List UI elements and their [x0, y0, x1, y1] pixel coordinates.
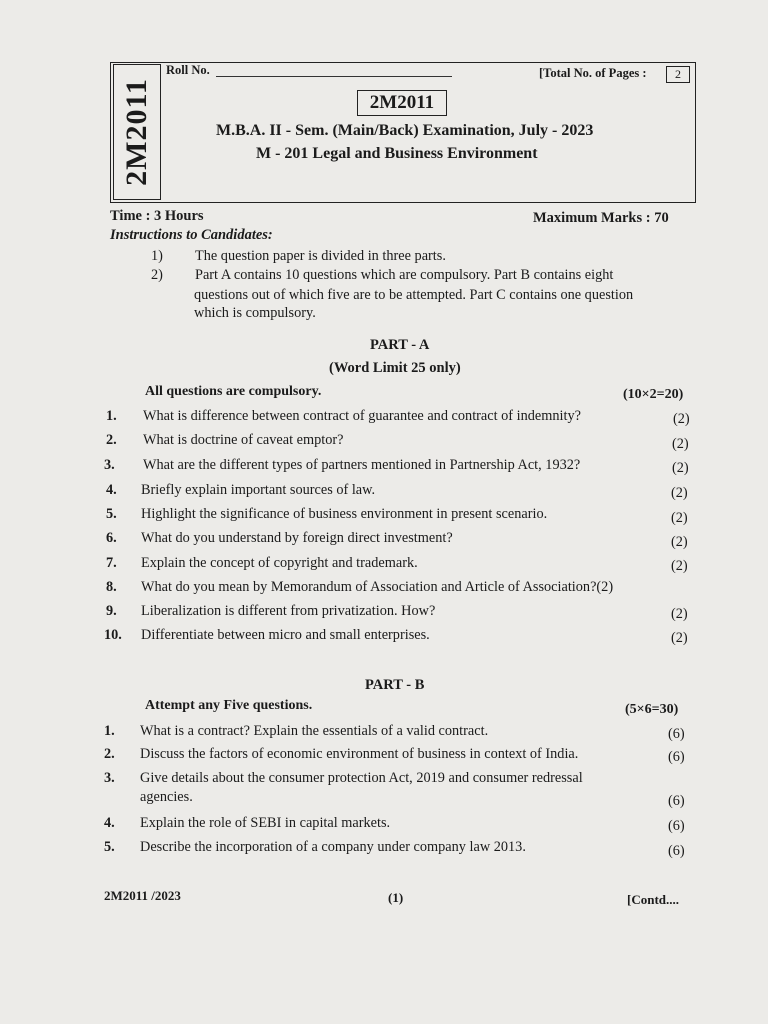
question-number: 4.: [104, 815, 115, 831]
question-number: 5.: [104, 839, 115, 855]
part-a-title: PART - A: [370, 337, 430, 353]
question-number: 3.: [104, 770, 115, 786]
question-marks: (6): [668, 793, 685, 809]
question-marks: (2): [671, 485, 688, 501]
question-number: 2.: [106, 432, 117, 448]
question-number: 5.: [106, 506, 117, 522]
part-b-instruction: Attempt any Five questions.: [145, 698, 313, 713]
footer-code: 2M2011 /2023: [104, 888, 181, 903]
question-marks: (2): [671, 606, 688, 622]
question-number: 10.: [104, 627, 122, 643]
question-text: What is doctrine of caveat emptor?: [143, 432, 344, 448]
question-marks: (2): [673, 411, 690, 427]
instruction-text: The question paper is divided in three parts.: [195, 248, 446, 264]
instruction-number: 2): [151, 267, 163, 283]
question-text: Describe the incorporation of a company under company law 2013.: [140, 839, 526, 855]
subject-title: M - 201 Legal and Business Environment: [256, 145, 538, 162]
exam-title: M.B.A. II - Sem. (Main/Back) Examination, July - 2023: [216, 122, 594, 139]
question-text: Liberalization is different from privatization. How?: [141, 603, 436, 619]
question-number: 9.: [106, 603, 117, 619]
question-number: 1.: [106, 408, 117, 424]
question-marks: (2): [671, 630, 688, 646]
part-b-marks: (5×6=30): [625, 702, 679, 717]
question-number: 8.: [106, 579, 117, 595]
instructions-title: Instructions to Candidates:: [110, 227, 273, 243]
question-text: What is difference between contract of guarantee and contract of indemnity?: [143, 408, 581, 424]
part-b-title: PART - B: [365, 677, 425, 693]
footer-contd: [Contd....: [627, 892, 680, 907]
paper-code: 2M2011: [357, 90, 447, 116]
side-paper-code: 2M2011: [120, 78, 153, 186]
question-marks: (2): [672, 436, 689, 452]
question-number: 2.: [104, 746, 115, 762]
question-text: Highlight the significance of business environment in present scenario.: [141, 506, 548, 522]
instruction-text: which is compulsory.: [194, 305, 316, 321]
instruction-text: questions out of which five are to be attempted. Part C contains one question: [194, 287, 634, 303]
question-text: What do you understand by foreign direct investment?: [141, 530, 453, 546]
question-marks: (6): [668, 818, 685, 834]
question-text: Briefly explain important sources of law.: [141, 482, 376, 498]
question-number: 3.: [104, 457, 115, 473]
question-marks: (6): [668, 843, 685, 859]
question-text: What do you mean by Memorandum of Association and Article of Association?(2): [141, 579, 614, 595]
instruction-text: Part A contains 10 questions which are compulsory. Part B contains eight: [195, 267, 614, 283]
question-number: 4.: [106, 482, 117, 498]
question-text: Explain the role of SEBI in capital markets.: [140, 815, 391, 831]
part-a-instruction: All questions are compulsory.: [145, 384, 322, 399]
question-number: 6.: [106, 530, 117, 546]
total-pages-label: [Total No. of Pages :: [539, 66, 647, 80]
instruction-number: 1): [151, 248, 163, 264]
question-text: What are the different types of partners mentioned in Partnership Act, 1932?: [143, 457, 581, 473]
question-number: 1.: [104, 723, 115, 739]
question-marks: (2): [671, 558, 688, 574]
part-a-subtitle: (Word Limit 25 only): [329, 360, 461, 376]
part-a-marks: (10×2=20): [623, 387, 684, 402]
question-text: Differentiate between micro and small enterprises.: [141, 627, 430, 643]
question-number: 7.: [106, 555, 117, 571]
question-text: Give details about the consumer protection Act, 2019 and consumer redressal: [140, 770, 583, 786]
question-text: Explain the concept of copyright and trademark.: [141, 555, 418, 571]
question-marks: (2): [671, 510, 688, 526]
question-text: Discuss the factors of economic environment of business in context of India.: [140, 746, 579, 762]
question-text: What is a contract? Explain the essentials of a valid contract.: [140, 723, 489, 739]
question-marks: (2): [672, 460, 689, 476]
total-pages-value: 2: [666, 66, 690, 83]
question-text: agencies.: [140, 789, 193, 805]
max-marks-label: Maximum Marks : 70: [533, 210, 669, 226]
question-marks: (6): [668, 749, 685, 765]
roll-no-line: [216, 76, 452, 77]
time-label: Time : 3 Hours: [110, 208, 204, 224]
roll-no-label: Roll No.: [166, 63, 210, 77]
question-marks: (6): [668, 726, 685, 742]
footer-page-number: (1): [388, 890, 404, 905]
question-marks: (2): [671, 534, 688, 550]
